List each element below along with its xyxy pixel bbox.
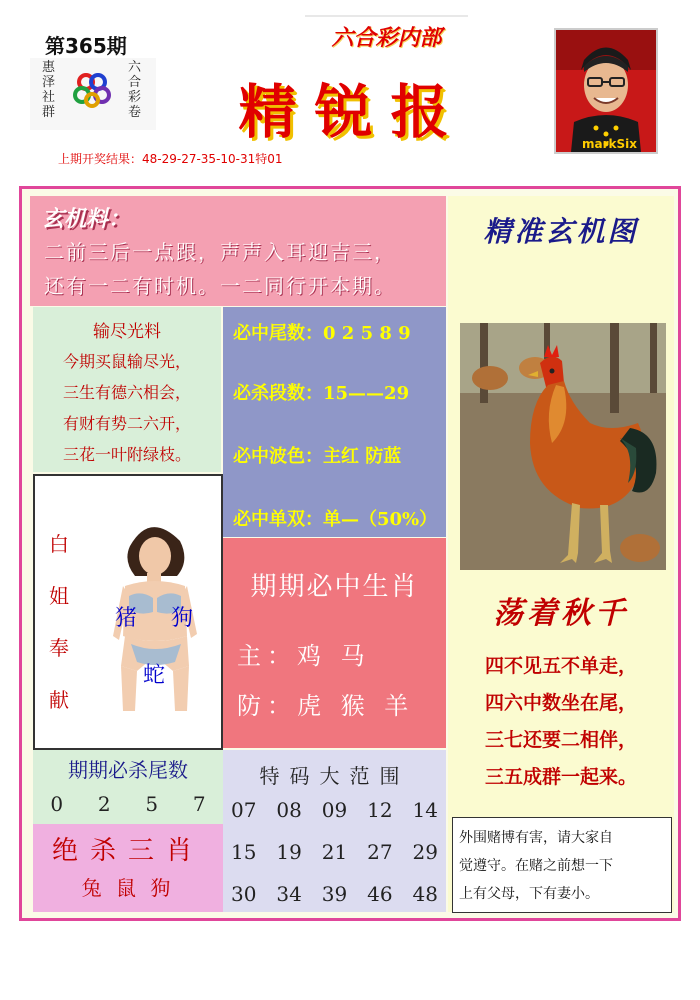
shuji-line: 三花一叶附绿枝。 [62, 445, 191, 464]
tema-number: 15 [231, 840, 257, 864]
tema-row [231, 840, 438, 882]
right-title: 精准玄机图 [483, 215, 639, 248]
xuanji-section [30, 196, 446, 306]
poem-line: 四不见五不单走， [484, 655, 637, 677]
tema-number: 19 [276, 840, 302, 864]
side-char: 献 [49, 688, 69, 712]
warning-line: 外围赌博有害，请大家自 [459, 830, 613, 846]
tema-number: 30 [231, 882, 257, 906]
xuanji-label: 玄机料： [42, 206, 131, 232]
zodiac-pig: 猪 [115, 606, 138, 631]
tema-number: 46 [367, 882, 393, 906]
logo-char: 群 [42, 105, 56, 120]
zodiac-snake: 蛇 [143, 663, 166, 688]
logo-block [30, 58, 156, 130]
juesha-title: 绝杀三肖 [51, 836, 204, 866]
tema-section [223, 750, 446, 912]
poem-line: 三七还要二相伴， [484, 729, 637, 751]
tail-number: 必中尾数：0 2 5 8 9 [233, 323, 411, 344]
xuanji-line-1: 二前三后一点跟，声声入耳迎吉三， [44, 240, 396, 264]
logo-char: 惠 [42, 60, 56, 75]
tema-number: 12 [367, 798, 393, 822]
shengxiao-title: 期期必中生肖 [250, 572, 419, 602]
portrait-man-icon [556, 30, 656, 152]
rooster-photo [460, 323, 666, 570]
tema-number: 14 [412, 798, 438, 822]
logo-char: 泽 [42, 75, 56, 90]
mark-six-badge: markSix [582, 137, 637, 151]
photo-section [33, 474, 223, 750]
side-char: 姐 [49, 584, 69, 608]
top-banner-text: 六合彩内部 [331, 25, 442, 51]
tema-number: 09 [321, 798, 348, 822]
shuji-line: 有财有势二六开， [62, 414, 191, 433]
tema-title: 特码大范围 [259, 764, 410, 788]
tema-row [231, 882, 438, 924]
shawei-digits [33, 792, 223, 816]
logo-char: 合 [128, 75, 142, 90]
shawei-digit: 7 [192, 792, 206, 816]
logo-char: 六 [128, 60, 142, 75]
logo-right-text [128, 60, 144, 120]
masthead [160, 55, 545, 151]
shengxiao-guard: 防：虎 猴 羊 [237, 692, 415, 720]
juesha-section [33, 824, 223, 912]
tema-number: 48 [412, 882, 438, 906]
tema-row [231, 798, 438, 840]
shuji-line: 今期买鼠输尽光， [62, 352, 191, 371]
tema-number: 27 [367, 840, 393, 864]
shengxiao-main: 主：鸡 马 [237, 642, 371, 670]
tema-grid [231, 798, 438, 924]
shengxiao-section [223, 538, 446, 748]
wave-color: 必中波色：主红 防蓝 [233, 446, 402, 467]
tema-number: 29 [412, 840, 438, 864]
rings-logo-icon [72, 70, 112, 110]
shuji-line: 三生有德六相会， [62, 383, 191, 402]
top-banner [305, 15, 468, 53]
shawei-section [33, 750, 223, 824]
logo-left-text [42, 60, 58, 120]
side-char: 奉 [49, 636, 69, 660]
poem-line: 四六中数坐在尾， [484, 692, 637, 714]
kill-segment: 必杀段数：15——29 [233, 383, 410, 404]
tema-number: 34 [276, 882, 302, 906]
logo-char: 卷 [128, 105, 142, 120]
gambling-warning [452, 817, 672, 913]
side-char: 白 [49, 532, 69, 556]
juesha-animals: 兔 鼠 狗 [81, 876, 175, 900]
previous-result: 上期开奖结果：48-29-27-35-10-31特01 [58, 152, 283, 166]
warning-line: 觉遵守。在赌之前想一下 [459, 858, 613, 874]
masthead-title: 精锐报 [238, 78, 467, 146]
poem-title: 荡着秋千 [493, 596, 629, 631]
tema-number: 39 [321, 882, 348, 906]
warning-text [459, 824, 667, 908]
tema-number: 07 [231, 798, 257, 822]
bizhong-section [223, 307, 446, 537]
tema-number: 08 [276, 798, 302, 822]
shawei-title: 期期必杀尾数 [68, 758, 188, 782]
zodiac-dog: 狗 [171, 606, 194, 631]
shawei-digit: 5 [145, 792, 159, 816]
shawei-digit: 2 [97, 792, 111, 816]
rooster-icon [460, 323, 666, 570]
shawei-digit: 0 [50, 792, 64, 816]
warning-line: 上有父母，下有妻小。 [459, 886, 599, 902]
issue-number: 第365期 [45, 34, 127, 58]
poem-line: 三五成群一起来。 [484, 766, 637, 788]
odd-even: 必中单双：单—（50%） [233, 509, 438, 530]
shuji-title: 输尽光料 [93, 322, 161, 342]
logo-char: 社 [42, 90, 56, 105]
right-poem [448, 648, 674, 796]
tema-number: 21 [321, 840, 348, 864]
portrait-photo [554, 28, 658, 154]
xuanji-line-2: 还有一二有时机。一二同行开本期。 [44, 274, 396, 298]
photo-side-text [49, 518, 73, 726]
shuji-section [33, 307, 221, 472]
logo-char: 彩 [128, 90, 142, 105]
